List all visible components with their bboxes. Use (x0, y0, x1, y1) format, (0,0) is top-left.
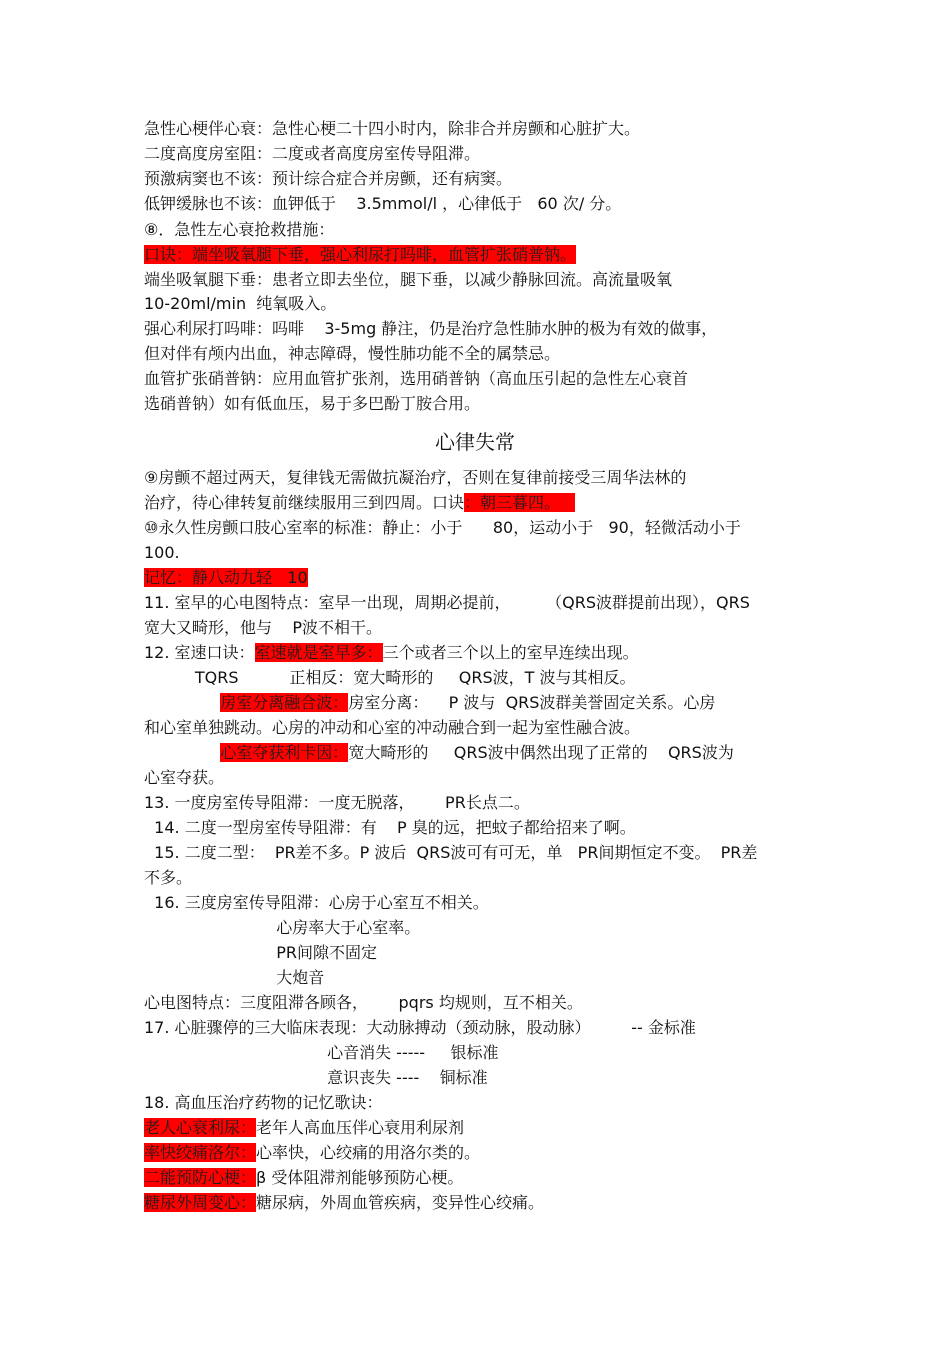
text-line (144, 1091, 383, 1115)
text-segment (144, 693, 220, 712)
text-segment: 血管扩张硝普钠：应用血管扩张剂，选用硝普钠（高血压引起的急性左心衰首 (144, 369, 689, 388)
text-line (144, 218, 334, 242)
text-segment: 急性心梗伴心衰：急性心梗二十四小时内，除非合并房颤和心脏扩大。 (144, 119, 641, 138)
text-line (144, 466, 686, 490)
text-segment: 强心利尿打吗啡：吗啡 3-5mg 静注，仍是治疗急性肺水肿的极为有效的做事， (144, 319, 718, 338)
text-line (144, 167, 512, 191)
text-segment: 16. 三度房室传导阻滞：心房于心室互不相关。 (144, 893, 489, 912)
text-line (144, 991, 583, 1015)
highlighted-text: 心室夺获利卡因： (220, 743, 349, 762)
text-line (144, 1141, 480, 1165)
text-segment (144, 743, 220, 762)
text-segment: 15. 二度二型： PR差不多。P 波后 QRS波可有可无，单 PR间期恒定不变。 PR差 (144, 843, 758, 862)
text-line (144, 916, 420, 940)
text-segment: ⑩永久性房颤口肢心室率的标准：静止：小于 80，运动小于 90，轻微活动小于 (144, 518, 741, 537)
text-line (144, 866, 192, 890)
text-line (144, 1016, 696, 1040)
text-segment: ⑨房颤不超过两天，复律钱无需做抗凝治疗，否则在复律前接受三周华法林的 (144, 468, 687, 487)
text-segment: 房室分离： P 波与 QRS波群美誉固定关系。心房 (348, 693, 716, 712)
text-segment: 14. 二度一型房室传导阻滞：有 P 臭的远，把蚊子都给招来了啊。 (144, 818, 636, 837)
text-line (144, 192, 621, 216)
text-segment: 心电图特点：三度阻滞各顾各， pqrs 均规则，互不相关。 (144, 993, 583, 1012)
text-line (144, 1191, 544, 1215)
text-segment: 心率快，心绞痛的用洛尔类的。 (256, 1143, 481, 1162)
text-line (144, 941, 377, 965)
text-line (144, 1116, 464, 1140)
text-line (144, 516, 741, 540)
text-segment: 12. 室速口诀： (144, 643, 255, 662)
text-segment: 不多。 (144, 868, 193, 887)
text-segment: 治疗，待心律转复前继续服用三到四周。口诀 (144, 493, 465, 512)
highlighted-text: 口诀：端坐吸氧腿下垂，强心利尿打吗啡，血管扩张硝普钠。 (144, 245, 577, 264)
text-line (144, 841, 757, 865)
text-segment: 选硝普钠）如有低血压，易于多巴酚丁胺合用。 (144, 394, 481, 413)
text-line (144, 243, 576, 267)
text-segment: 13. 一度房室传导阻滞：一度无脱落， PR长点二。 (144, 793, 530, 812)
text-line (144, 616, 382, 640)
text-segment: ⑧．急性左心衰抢救措施： (144, 220, 335, 239)
highlighted-text: 糖尿外周变心： (144, 1193, 257, 1212)
text-line (144, 891, 489, 915)
text-line (144, 566, 308, 590)
text-line (144, 268, 672, 292)
text-segment: 但对伴有颅内出血，神志障碍，慢性肺功能不全的属禁忌。 (144, 344, 561, 363)
text-segment: 18. 高血压治疗药物的记忆歌诀： (144, 1093, 383, 1112)
text-segment: 低钾缓脉也不该：血钾低于 3.5mmol/l ，心律低于 60 次/ 分。 (144, 194, 622, 213)
text-segment: 10-20ml/min 纯氧吸入。 (144, 294, 337, 313)
text-line (144, 691, 715, 715)
highlighted-text: 率快绞痛洛尔： (144, 1143, 257, 1162)
text-segment: 100. (144, 543, 180, 562)
text-line (144, 142, 480, 166)
text-line (144, 1066, 488, 1090)
text-line (144, 591, 750, 615)
text-segment: 糖尿病，外周血管疾病，变异性心绞痛。 (256, 1193, 545, 1212)
highlighted-text: ：朝三暮四。 (464, 493, 576, 512)
text-line (144, 117, 640, 141)
text-line (144, 816, 636, 840)
text-line (144, 1166, 463, 1190)
text-line (144, 541, 180, 565)
text-line (144, 716, 640, 740)
text-segment: 端坐吸氧腿下垂：患者立即去坐位，腿下垂，以减少静脉回流。高流量吸氧 (144, 270, 673, 289)
text-line (144, 317, 717, 341)
text-line (144, 292, 336, 316)
highlighted-text: 老人心衰利尿： (144, 1118, 257, 1137)
text-line (144, 766, 224, 790)
text-line (144, 741, 734, 765)
text-line (144, 1041, 498, 1065)
highlighted-text: 二能预防心梗： (144, 1168, 257, 1187)
text-line (144, 666, 636, 690)
text-line (144, 367, 688, 391)
text-segment: 11. 室早的心电图特点：室早一出现，周期必提前， （QRS波群提前出现），QRS (144, 593, 750, 612)
text-segment: 17. 心脏骤停的三大临床表现：大动脉搏动（颈动脉，股动脉） -- 金标准 (144, 1018, 696, 1037)
text-segment: 和心室单独跳动。心房的冲动和心室的冲动融合到一起为室性融合波。 (144, 718, 641, 737)
text-line (144, 491, 575, 515)
text-segment: 宽大又畸形，他与 P波不相干。 (144, 618, 382, 637)
text-line (144, 641, 639, 665)
text-segment: 心房率大于心室率。 (144, 918, 421, 937)
highlighted-text: 记忆：静八动九轻 10 (144, 568, 308, 587)
text-segment: 老年人高血压伴心衰用利尿剂 (256, 1118, 465, 1137)
text-line (144, 392, 480, 416)
text-segment: 宽大畸形的 QRS波中偶然出现了正常的 QRS波为 (348, 743, 734, 762)
text-segment: 意识丧失 ---- 铜标准 (144, 1068, 488, 1087)
text-line (144, 342, 560, 366)
section-title: 心律失常 (435, 430, 515, 454)
text-segment: 预激病窦也不该：预计综合症合并房颤，还有病窦。 (144, 169, 513, 188)
text-segment: 二度高度房室阻：二度或者高度房室传导阻滞。 (144, 144, 481, 163)
text-segment: PR间隙不固定 (144, 943, 378, 962)
text-line (144, 791, 530, 815)
text-segment: 大炮音 (144, 968, 325, 987)
text-segment: β 受体阻滞剂能够预防心梗。 (256, 1168, 464, 1187)
highlighted-text: 室速就是室早多： (254, 643, 383, 662)
text-segment: 心室夺获。 (144, 768, 225, 787)
text-line (144, 966, 324, 990)
text-segment: 心音消失 ----- 银标准 (144, 1043, 499, 1062)
text-segment: TQRS 正相反：宽大畸形的 QRS波，T 波与其相反。 (144, 668, 636, 687)
highlighted-text: 房室分离融合波： (220, 693, 349, 712)
text-segment: 三个或者三个以上的室早连续出现。 (382, 643, 639, 662)
